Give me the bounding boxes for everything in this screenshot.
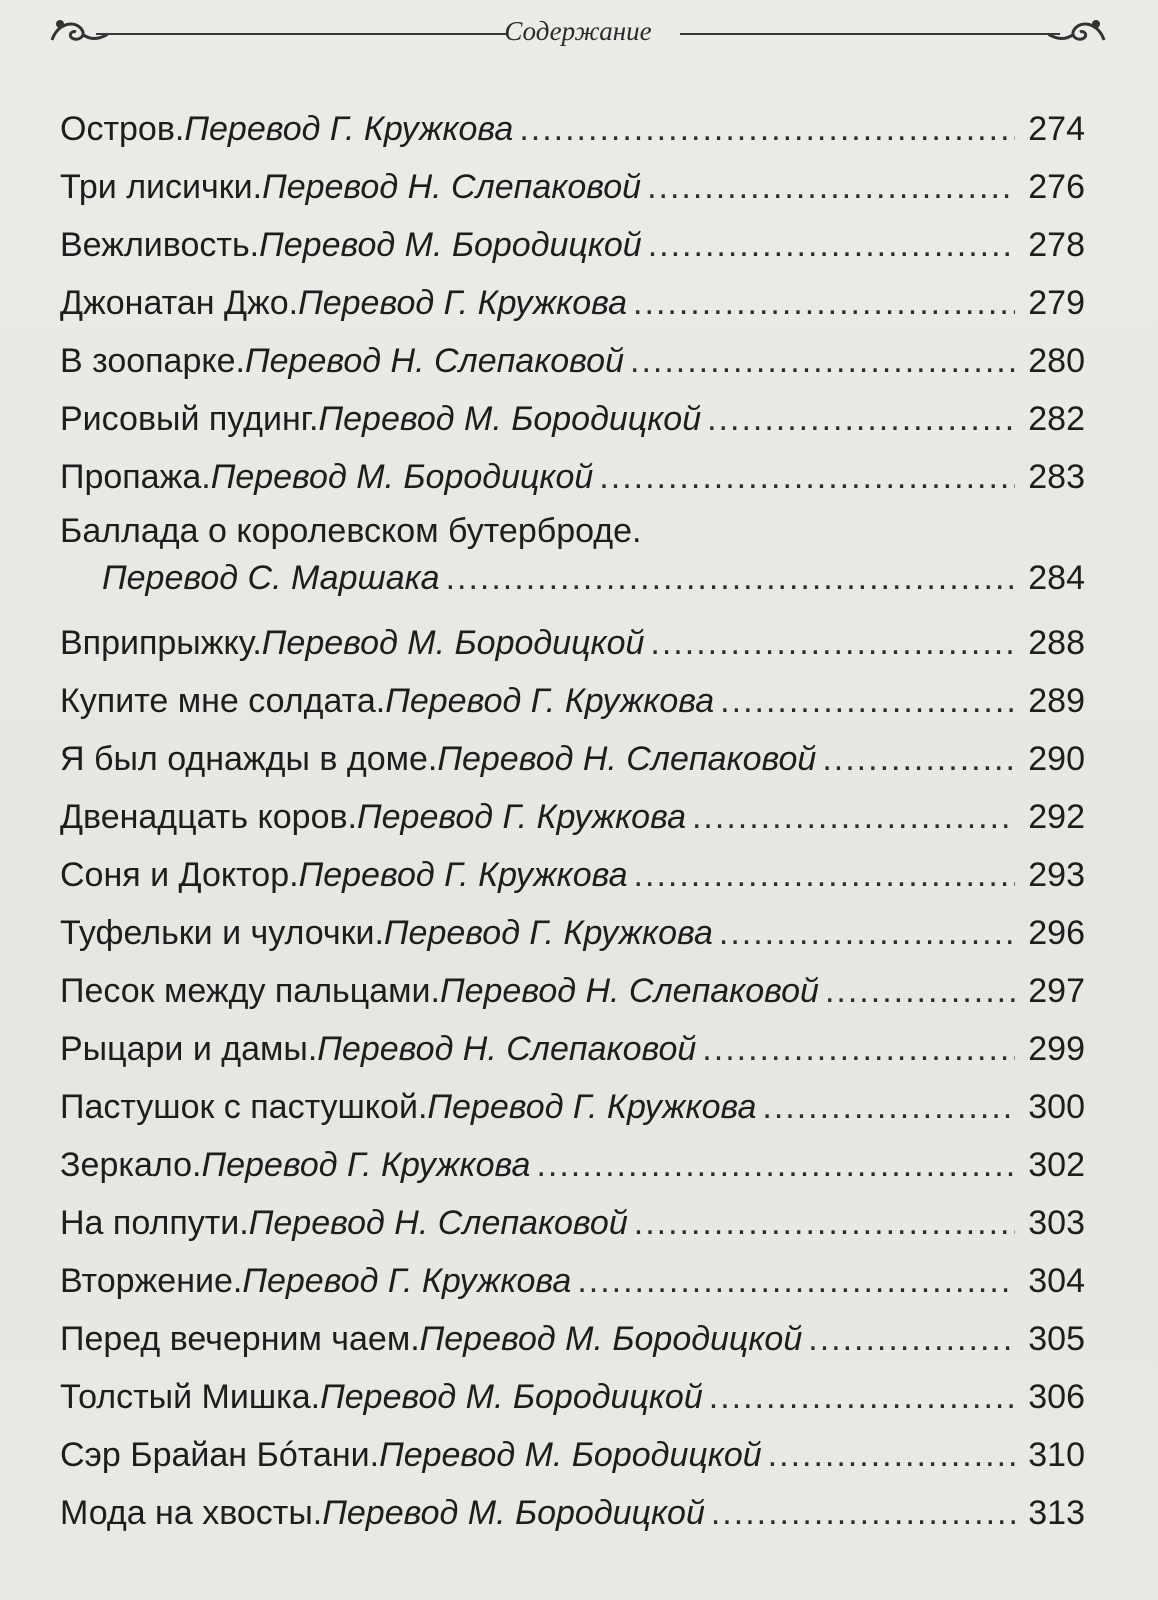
entry-title: Купите мне солдата. [60,682,386,720]
dot-leader [711,1484,1015,1542]
entry-translator: Перевод М. Бородицкой [322,1494,705,1532]
entry-translator: Перевод Н. Слепаковой [262,168,642,206]
entry-title: Пастушок с пастушкой. [60,1088,428,1126]
dot-leader [446,556,1015,600]
table-of-contents [60,100,1085,1542]
dot-leader [808,1310,1015,1368]
dot-leader [577,1252,1015,1310]
entry-title: Вторжение. [60,1262,243,1300]
dot-leader [709,1368,1015,1426]
dot-leader [650,614,1015,672]
entry-page-number: 280 [1028,342,1085,380]
entry-translator: Перевод Г. Кружкова [427,1088,757,1126]
entry-title: Рыцари и дамы. [60,1030,318,1068]
toc-entry [60,390,1085,448]
entry-page-number: 290 [1028,740,1085,778]
entry-page-number: 300 [1028,1088,1085,1126]
entry-translator: Перевод Н. Слепаковой [317,1030,697,1068]
entry-page-number: 310 [1028,1436,1085,1474]
right-flourish-ornament [1048,10,1108,54]
entry-page-number: 289 [1028,682,1085,720]
toc-entry [60,1078,1085,1136]
toc-entry [60,332,1085,390]
entry-title: Зеркало. [60,1146,202,1184]
dot-leader [519,100,1015,158]
dot-leader [647,158,1015,216]
entry-translator: Перевод М. Бородицкой [320,1378,703,1416]
entry-page-number: 303 [1028,1204,1085,1242]
entry-page-number: 276 [1028,168,1085,206]
toc-entry [60,672,1085,730]
toc-entry [60,904,1085,962]
header-rule-right [680,33,1060,35]
entry-translator: Перевод Н. Слепаковой [439,972,819,1010]
dot-leader [648,216,1015,274]
entry-page-number: 306 [1028,1378,1085,1416]
dot-leader [634,846,1015,904]
dot-leader [536,1136,1015,1194]
entry-title: Толстый Мишка. [60,1378,321,1416]
toc-entry [60,846,1085,904]
toc-entry [60,1426,1085,1484]
entry-title: Пропажа. [60,458,211,496]
entry-page-number: 284 [1028,559,1085,597]
entry-title: Сэр Брайан Бóтани. [60,1436,380,1474]
entry-title: Туфельки и чулочки. [60,914,384,952]
entry-translator: Перевод М. Бородицкой [379,1436,762,1474]
dot-leader [599,448,1015,506]
entry-translator: Перевод Г. Кружкова [385,682,715,720]
entry-page-number: 279 [1028,284,1085,322]
entry-page-number: 283 [1028,458,1085,496]
entry-title: Я был однажды в доме. [60,740,438,778]
dot-leader [634,1194,1015,1252]
entry-translator: Перевод Г. Кружкова [298,856,628,894]
dot-leader [822,730,1015,788]
header-title: Содержание [504,16,652,46]
entry-page-number: 288 [1028,624,1085,662]
entry-page-number: 304 [1028,1262,1085,1300]
entry-title: Вприпрыжку. [60,624,262,662]
entry-page-number: 293 [1028,856,1085,894]
dot-leader [768,1426,1015,1484]
entry-title: Джонатан Джо. [60,284,299,322]
entry-translator: Перевод Г. Кружкова [242,1262,572,1300]
entry-page-number: 278 [1028,226,1085,264]
toc-entry [60,730,1085,788]
entry-translator: Перевод М. Бородицкой [259,226,642,264]
entry-translator: Перевод Г. Кружкова [357,798,686,836]
entry-translator: Перевод Н. Слепаковой [245,342,624,380]
toc-entry [60,100,1085,158]
entry-title: Песок между пальцами. [60,972,440,1010]
entry-title: Баллада о королевском бутерброде. [60,512,642,550]
entry-title: Двенадцать коров. [60,798,358,836]
entry-page-number: 299 [1028,1030,1085,1068]
dot-leader [720,672,1015,730]
running-header [48,6,1108,56]
toc-entry [60,448,1085,506]
entry-title: Соня и Доктор. [60,856,299,894]
entry-page-number: 282 [1028,400,1085,438]
toc-entry [60,1194,1085,1252]
entry-title: На полпути. [60,1204,249,1242]
entry-page-number: 296 [1028,914,1085,952]
entry-translator: Перевод М. Бородицкой [419,1320,803,1358]
entry-translator: Перевод Н. Слепаковой [437,740,817,778]
entry-page-number: 313 [1028,1494,1085,1532]
entry-second-line [60,556,1085,614]
toc-entry [60,1484,1085,1542]
dot-leader [707,390,1015,448]
toc-entry [60,962,1085,1020]
dot-leader [702,1020,1015,1078]
entry-title: Вежливость. [60,226,260,264]
dot-leader [692,788,1015,846]
dot-leader [630,332,1015,390]
entry-page-number: 302 [1028,1146,1085,1184]
entry-translator: Перевод М. Бородицкой [210,458,594,496]
toc-entry [60,1020,1085,1078]
entry-page-number: 274 [1028,110,1085,148]
entry-page-number: 292 [1028,798,1085,836]
entry-translator: Перевод Г. Кружкова [201,1146,531,1184]
toc-entry [60,1310,1085,1368]
entry-translator: Перевод Н. Слепаковой [248,1204,628,1242]
entry-page-number: 305 [1028,1320,1085,1358]
toc-entry [60,614,1085,672]
toc-entry [60,158,1085,216]
toc-entry [60,788,1085,846]
entry-translator: Перевод Г. Кружкова [184,110,514,148]
dot-leader [633,274,1015,332]
toc-entry [60,274,1085,332]
entry-translator: Перевод С. Маршака [102,559,440,597]
dot-leader [762,1078,1015,1136]
toc-entry [60,1136,1085,1194]
toc-entry [60,1252,1085,1310]
entry-translator: Перевод Г. Кружкова [298,284,628,322]
entry-title: Перед вечерним чаем. [60,1320,420,1358]
toc-entry [60,506,1085,614]
entry-title: В зоопарке. [60,342,245,380]
entry-title: Рисовый пудинг. [60,400,319,438]
toc-entry [60,216,1085,274]
entry-translator: Перевод М. Бородицкой [261,624,645,662]
dot-leader [825,962,1015,1020]
entry-title: Остров. [60,110,185,148]
toc-entry [60,1368,1085,1426]
entry-title: Мода на хвосты. [60,1494,323,1532]
entry-translator: Перевод Г. Кружкова [383,914,713,952]
entry-title: Три лисички. [60,168,263,206]
entry-page-number: 297 [1028,972,1085,1010]
entry-translator: Перевод М. Бородицкой [318,400,702,438]
dot-leader [719,904,1015,962]
